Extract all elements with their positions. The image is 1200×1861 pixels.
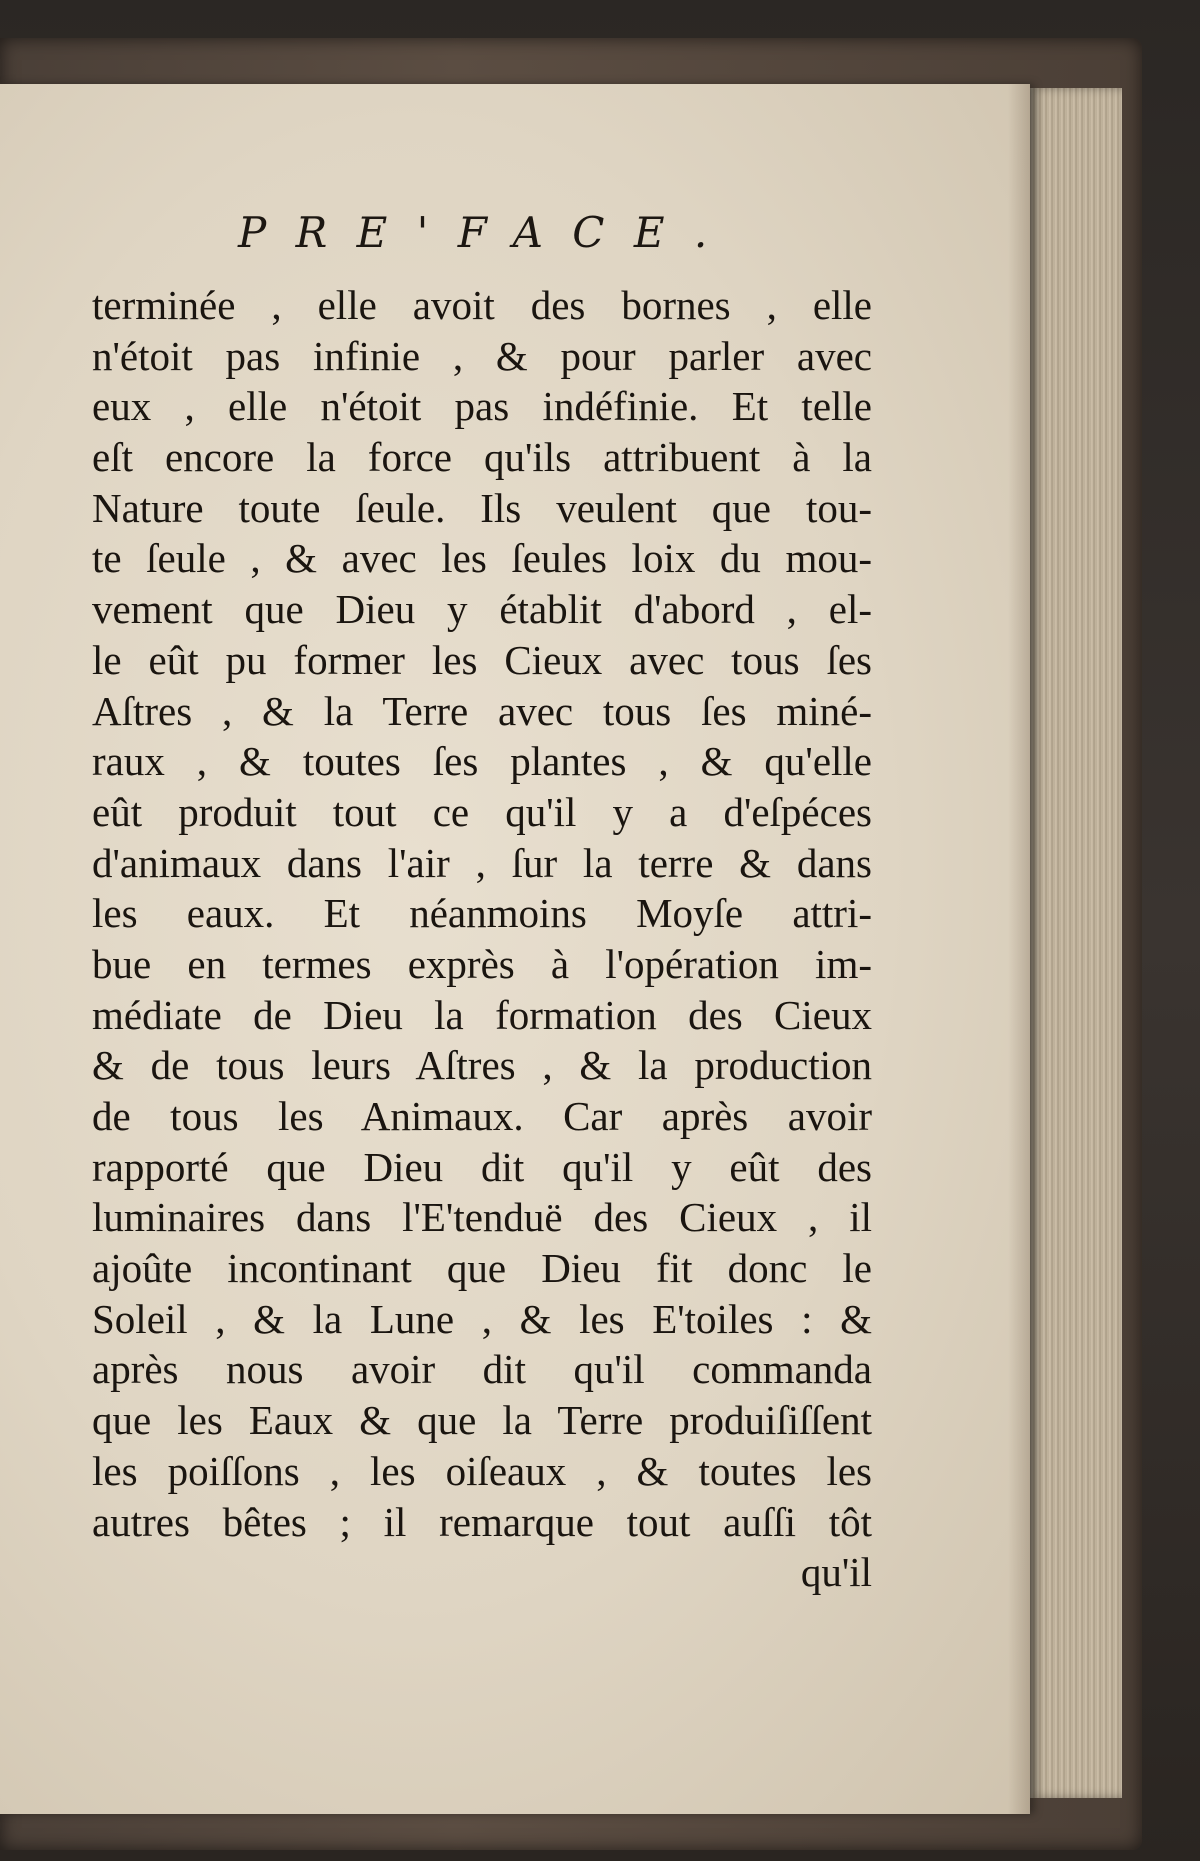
text-line: rapporté que Dieu dit qu'il y eût des <box>92 1143 872 1190</box>
running-head: PRE'FACE. <box>238 208 737 257</box>
text-line: eſt encore la force qu'ils attribuent à la <box>92 434 872 481</box>
text-line: n'étoit pas infinie , & pour parler avec <box>92 332 872 379</box>
text-line: eux , elle n'étoit pas indéfinie. Et telle <box>92 383 872 430</box>
text-block <box>92 280 872 1598</box>
text-line: autres bêtes ; il remarque tout auſſi tôt <box>92 1498 872 1545</box>
text-line: après nous avoir dit qu'il commanda <box>92 1346 872 1393</box>
catchword: qu'il <box>800 1549 872 1596</box>
page-edges <box>1030 88 1122 1798</box>
book-page <box>0 84 1030 1814</box>
text-line: le eût pu former les Cieux avec tous ſes <box>92 636 872 683</box>
text-line: d'animaux dans l'air , ſur la terre & dans <box>92 839 872 886</box>
text-line: luminaires dans l'E'tenduë des Cieux , il <box>92 1194 872 1241</box>
text-line: bue en termes exprès à l'opération im- <box>92 940 872 987</box>
text-line: raux , & toutes ſes plantes , & qu'elle <box>92 738 872 785</box>
text-line: de tous les Animaux. Car après avoir <box>92 1093 872 1139</box>
text-line: Soleil , & la Lune , & les E'toiles : & <box>92 1295 872 1342</box>
text-line: vement que Dieu y établit d'abord , el- <box>92 586 872 633</box>
text-line: eût produit tout ce qu'il y a d'eſpéces <box>92 788 872 835</box>
text-line: terminée , elle avoit des bornes , elle <box>92 282 872 328</box>
text-line: Aſtres , & la Terre avec tous ſes miné- <box>92 687 872 734</box>
text-line: ajoûte incontinant que Dieu fit donc le <box>92 1245 872 1292</box>
text-line: te ſeule , & avec les ſeules loix du mou- <box>92 535 872 582</box>
text-line: médiate de Dieu la formation des Cieux <box>92 991 872 1038</box>
text-line: & de tous leurs Aſtres , & la production <box>92 1042 872 1089</box>
text-line: que les Eaux & que la Terre produiſiſſent <box>92 1397 872 1444</box>
text-line: Nature toute ſeule. Ils veulent que tou- <box>92 484 872 531</box>
text-line: les eaux. Et néanmoins Moyſe attri- <box>92 890 872 937</box>
text-line: les poiſſons , les oiſeaux , & toutes les <box>92 1447 872 1494</box>
